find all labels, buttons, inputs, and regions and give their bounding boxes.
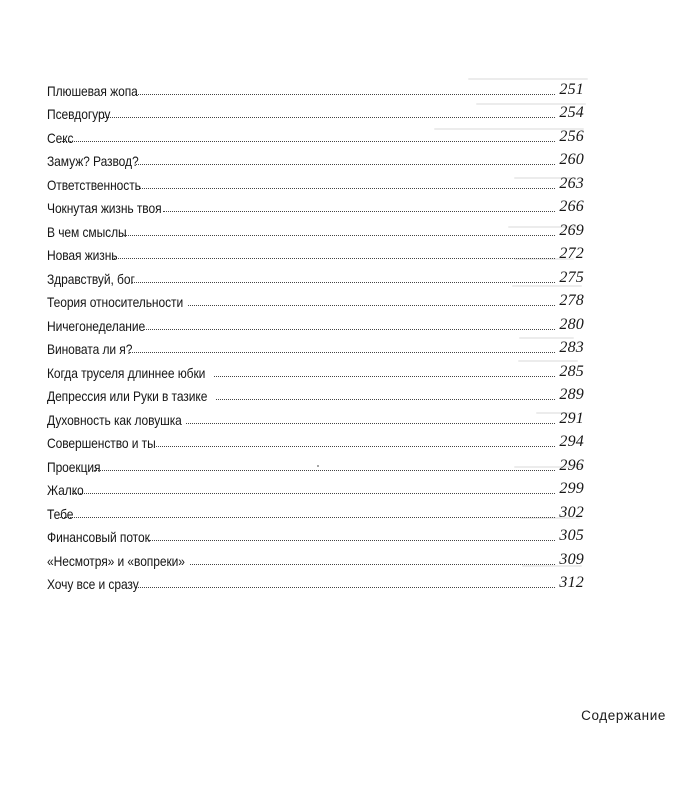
toc-entry-page: 296 bbox=[559, 456, 584, 474]
toc-entry bbox=[47, 145, 584, 169]
toc-entry-page: 254 bbox=[559, 104, 584, 121]
toc-entry-title: Виновата ли я? bbox=[47, 341, 133, 357]
toc-entry bbox=[47, 98, 584, 122]
toc-entry-page: 256 bbox=[559, 127, 584, 145]
toc-dot-leader bbox=[190, 564, 556, 565]
toc-entry bbox=[47, 380, 584, 404]
toc-entry bbox=[47, 286, 584, 310]
toc-entry-page: 283 bbox=[559, 339, 584, 356]
toc-entry-page: 278 bbox=[559, 292, 584, 309]
toc-entry-page: 299 bbox=[559, 480, 584, 497]
toc-entry-title: Жалко bbox=[47, 482, 84, 498]
toc-entry-page: 280 bbox=[559, 315, 584, 333]
toc-entry bbox=[47, 497, 584, 521]
toc-entry-page: 302 bbox=[559, 503, 584, 521]
toc-entry bbox=[47, 262, 584, 286]
toc-entry bbox=[47, 309, 584, 333]
toc-dot-leader bbox=[72, 493, 555, 494]
toc-entry bbox=[47, 74, 584, 98]
toc-entry-page: 285 bbox=[559, 362, 584, 380]
toc-entry-title: Тебе bbox=[47, 505, 74, 522]
toc-entry-page: 275 bbox=[559, 268, 584, 286]
toc-dot-leader bbox=[216, 399, 555, 400]
toc-dot-leader bbox=[122, 235, 555, 236]
toc-entry-title: «Несмотря» и «вопреки» bbox=[47, 552, 185, 569]
toc-entry bbox=[47, 521, 584, 545]
toc-entry bbox=[47, 215, 584, 239]
toc-entry-title: Псевдогуру bbox=[47, 106, 111, 122]
toc-entry-title: В чем смыслы bbox=[47, 223, 127, 240]
toc-entry-title: Когда труселя длиннее юбки bbox=[47, 364, 206, 381]
toc-entry-title: Ничегонеделание bbox=[47, 317, 146, 334]
toc-entry-title: Плюшевая жопа bbox=[47, 82, 138, 99]
toc-dot-leader bbox=[139, 188, 556, 189]
toc-entry bbox=[47, 474, 584, 498]
toc-entry-title: Замуж? Развод? bbox=[47, 153, 139, 169]
toc-entry bbox=[47, 239, 584, 263]
toc-dot-leader bbox=[144, 329, 556, 330]
toc-entry bbox=[47, 333, 584, 357]
toc-entry-title: Проекция bbox=[47, 458, 101, 475]
toc-entry-title: Теория относительности bbox=[47, 294, 184, 310]
toc-entry bbox=[47, 168, 584, 192]
toc-dot-leader bbox=[188, 305, 556, 306]
toc-entry bbox=[47, 427, 584, 451]
toc-entry-title: Секс bbox=[47, 129, 74, 146]
toc-entry bbox=[47, 121, 584, 145]
toc-entry-title: Новая жизнь bbox=[47, 247, 118, 263]
toc-entry bbox=[47, 544, 584, 568]
toc-entry-page: 269 bbox=[559, 221, 584, 239]
toc-dot-leader bbox=[135, 94, 555, 95]
toc-entry-page: 291 bbox=[559, 409, 584, 427]
toc-dot-leader bbox=[112, 258, 556, 259]
toc-dot-leader bbox=[186, 423, 555, 424]
toc-entry-page: 272 bbox=[559, 245, 584, 262]
toc-entry-page: 289 bbox=[559, 386, 584, 403]
toc-entry bbox=[47, 568, 584, 592]
toc-entry-title: Совершенство и ты bbox=[47, 435, 156, 451]
toc-dot-leader bbox=[103, 117, 555, 118]
toc-dot-leader bbox=[149, 540, 555, 541]
toc-dot-leader bbox=[60, 517, 555, 518]
toc-dot-leader bbox=[136, 164, 555, 165]
toc-entry bbox=[47, 356, 584, 380]
toc-entry-page: 309 bbox=[559, 550, 584, 568]
toc-entry-page: 251 bbox=[559, 80, 584, 98]
toc-entry-title: Чокнутая жизнь твоя bbox=[47, 200, 162, 216]
toc-entry-page: 312 bbox=[559, 574, 584, 591]
toc-entry-page: 294 bbox=[559, 433, 584, 450]
toc-entry bbox=[47, 403, 584, 427]
toc-dot-leader bbox=[92, 470, 556, 471]
toc-dot-leader bbox=[214, 376, 556, 377]
toc-entry-page: 260 bbox=[559, 151, 584, 168]
toc-dot-leader bbox=[129, 352, 556, 353]
toc-entry-page: 263 bbox=[559, 174, 584, 192]
toc-entry-title: Ответственность bbox=[47, 176, 141, 193]
toc-dot-leader bbox=[136, 587, 555, 588]
toc-entry-title: Финансовый поток bbox=[47, 529, 150, 545]
toc-entry-title: Хочу все и сразу bbox=[47, 576, 139, 592]
toc-entry bbox=[47, 192, 584, 216]
toc-entry-page: 305 bbox=[559, 527, 584, 544]
running-footer-section-label: Содержание bbox=[581, 708, 666, 723]
paper-speck bbox=[317, 465, 319, 467]
toc-entry-title: Здравствуй, бог bbox=[47, 270, 135, 287]
toc-dot-leader bbox=[132, 282, 556, 283]
toc-dot-leader bbox=[60, 141, 555, 142]
toc-entry bbox=[47, 450, 584, 474]
toc-dot-leader bbox=[163, 211, 556, 212]
toc-dot-leader bbox=[156, 446, 556, 447]
table-of-contents bbox=[47, 74, 584, 591]
toc-entry-page: 266 bbox=[559, 198, 584, 215]
toc-entry-title: Депрессия или Руки в тазике bbox=[47, 388, 208, 404]
toc-entry-title: Духовность как ловушка bbox=[47, 411, 182, 428]
